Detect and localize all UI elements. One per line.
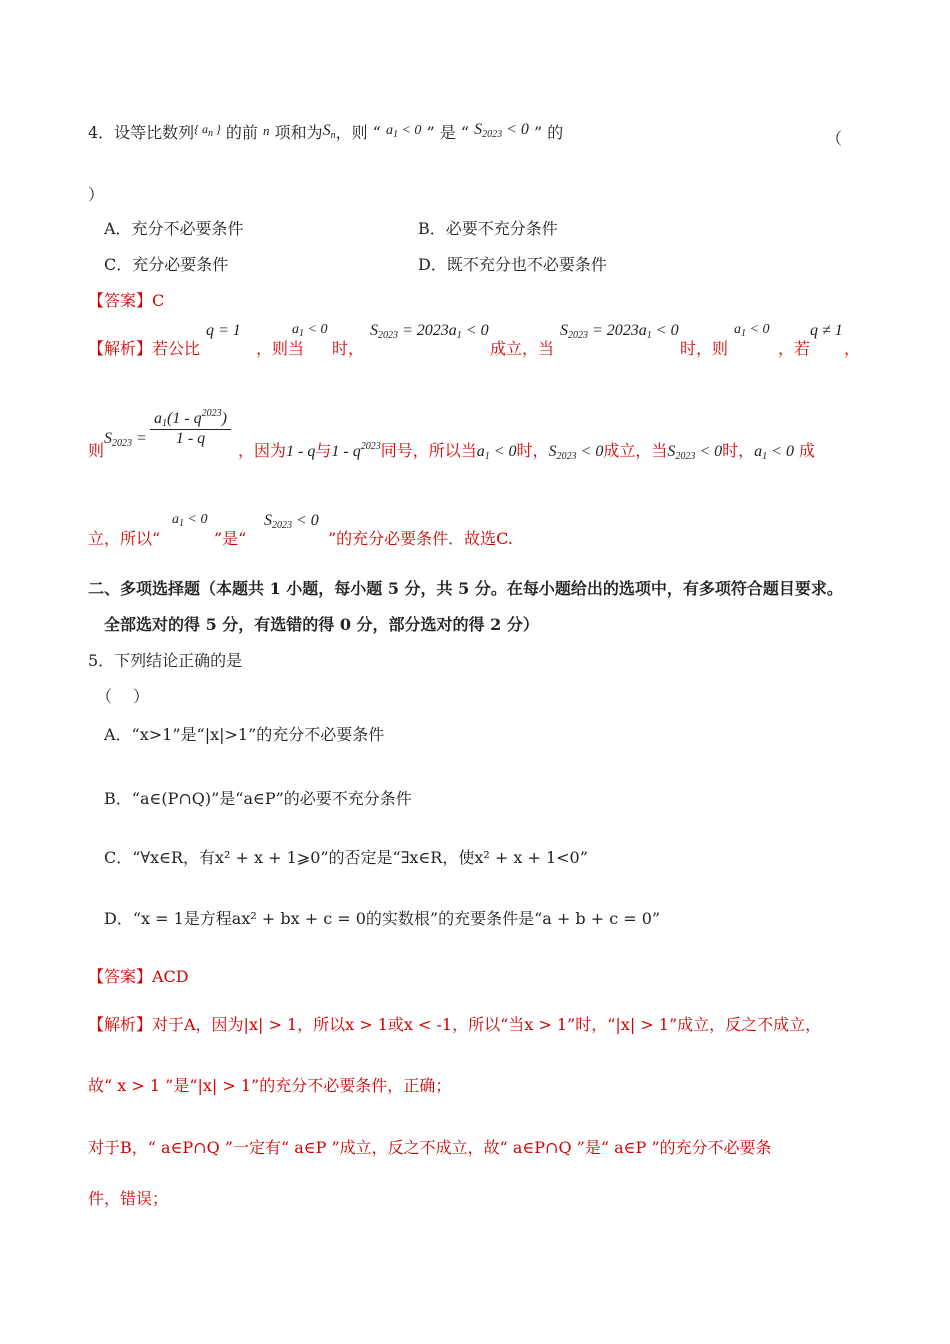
section2-heading-1: 二、多项选择题（本题共 1 小题，每小题 5 分，共 5 分。在每小题给出的选项中，有多项符合题目要求。 <box>88 579 843 598</box>
q5-analysis-1: 【解析】对于A，因为|x| > 1，所以x > 1或x < -1，所以“当x > 1”时，“|x| > 1”成立，反之不成立， <box>88 1015 822 1034</box>
q4-paren-open: （ <box>826 129 843 148</box>
q4-option-b: B．必要不充分条件 <box>418 219 558 238</box>
q4-analysis-1: 【解析】若公比 q = 1 ，则当 $a_1 < 0$ 时， $S_{2023} = 2023a_1 < 0$ 成立，当 $S_{2023} = 2023a_1 < 0$ 时，则 $a_1 < 0$ ，若 q ≠ 1 ， <box>88 322 861 358</box>
q5-analysis-2: 故“ x > 1 ”是“|x| > 1”的充分不必要条件，正确； <box>88 1076 452 1095</box>
q4-option-d: D．既不充分也不必要条件 <box>418 255 607 274</box>
q4-analysis-3-text <box>88 510 89 511</box>
q4-option-c: C．充分必要条件 <box>104 255 229 274</box>
q5-option-a: A．“x>1”是“|x|>1”的充分不必要条件 <box>104 725 385 744</box>
q5-option-d: D．“x = 1是方程ax² + bx + c = 0的实数根”的充要条件是“a + b + c = 0” <box>104 909 661 928</box>
q4-analysis-2-text <box>88 408 89 409</box>
q4-stem-text <box>88 120 89 121</box>
q4-paren-close: ） <box>88 185 105 204</box>
q4-stem: 4．设等比数列$^{\{ a_n \}}$ 的前 n 项和为$S_n$，则 “ $a_1 < 0$ ” 是 “ $S_{2023} < 0$ ” 的 <box>88 121 564 142</box>
q5-paren: （ ） <box>96 687 150 706</box>
section2-heading-2: 全部选对的得 5 分，有选错的得 0 分，部分选对的得 2 分） <box>104 615 539 634</box>
q5-stem: 5．下列结论正确的是 <box>88 651 243 670</box>
q4-analysis-2: 则 $S_{2023}$ = $\frac{a_1(1 - q^{2023})}{1 - q}$ ，因为1 - q与$1 - q^{2023}$同号，所以当$a_1 < 0$时，$S_{2023} < 0$成立，当$S_{2023} < 0$时，$a_1 < 0$ 成 <box>88 408 816 462</box>
q5-analysis-4: 件，错误； <box>88 1189 169 1208</box>
q4-analysis-3: 立，所以“ $a_1 < 0$ ”是“ $S_{2023} < 0$ ”的充分必要条件．故选C. <box>88 512 513 548</box>
q4-analysis-1-text <box>88 322 89 323</box>
q5-answer: 【答案】ACD <box>88 967 189 986</box>
q5-option-c: C．“∀x∈R，有x² + x + 1⩾0”的否定是“∃x∈R，使x² + x + 1<0” <box>104 848 588 867</box>
q4-answer: 【答案】C <box>88 291 165 310</box>
q4-option-a: A．充分不必要条件 <box>104 219 244 238</box>
q5-option-b: B．“a∈(P∩Q)”是“a∈P”的必要不充分条件 <box>104 789 412 808</box>
q5-analysis-3: 对于B，“ a∈P∩Q ”一定有“ a∈P ”成立，反之不成立，故“ a∈P∩Q ”是“ a∈P ”的充分不必要条 <box>88 1138 772 1157</box>
